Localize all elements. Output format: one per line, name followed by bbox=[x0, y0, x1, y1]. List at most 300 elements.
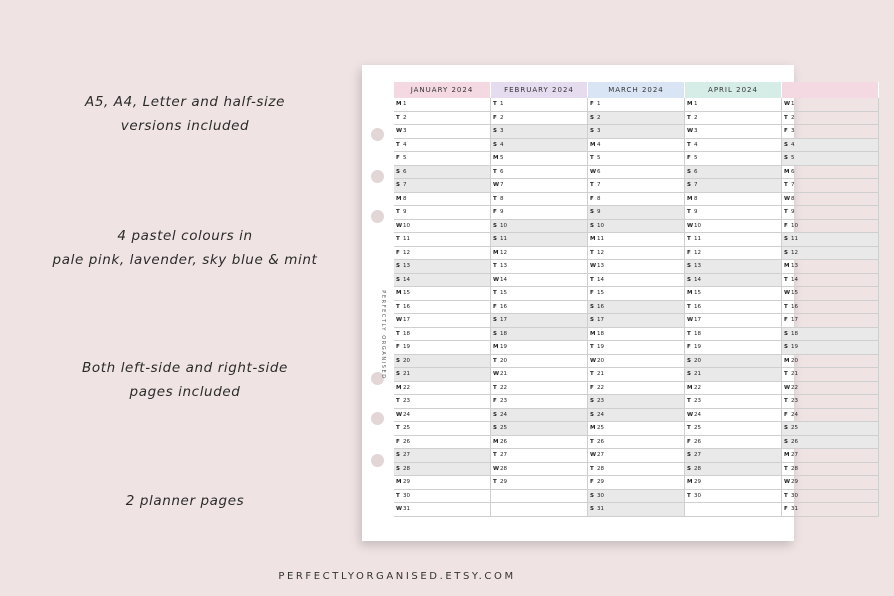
day-number: 10 bbox=[694, 222, 701, 229]
day-row bbox=[394, 260, 894, 274]
day-cell[interactable] bbox=[685, 220, 782, 234]
day-row bbox=[394, 112, 894, 126]
day-cell[interactable] bbox=[491, 98, 588, 112]
day-cell[interactable] bbox=[782, 233, 879, 247]
day-number: 30 bbox=[791, 492, 798, 499]
day-number: 11 bbox=[791, 236, 798, 243]
day-cell[interactable] bbox=[588, 287, 685, 301]
day-number: 9 bbox=[694, 209, 698, 216]
weekday-letter: W bbox=[493, 465, 500, 472]
day-cell[interactable] bbox=[394, 328, 491, 342]
day-row bbox=[394, 328, 894, 342]
punch-hole-icon bbox=[371, 210, 384, 223]
day-cell[interactable] bbox=[491, 503, 588, 517]
day-number: 30 bbox=[694, 492, 701, 499]
day-cell[interactable] bbox=[782, 274, 879, 288]
day-cell[interactable] bbox=[394, 206, 491, 220]
weekday-letter: S bbox=[590, 303, 594, 310]
day-cell[interactable] bbox=[394, 152, 491, 166]
day-cell[interactable] bbox=[685, 395, 782, 409]
weekday-letter: S bbox=[493, 236, 497, 243]
feature-line: pale pink, lavender, sky blue & mint bbox=[52, 252, 318, 268]
day-cell[interactable] bbox=[685, 287, 782, 301]
day-number: 1 bbox=[597, 101, 601, 108]
day-number: 14 bbox=[500, 276, 507, 283]
weekday-letter: T bbox=[396, 492, 400, 499]
punch-hole-icon bbox=[371, 454, 384, 467]
day-number: 15 bbox=[500, 290, 507, 297]
day-cell[interactable] bbox=[685, 139, 782, 153]
day-cell[interactable] bbox=[491, 166, 588, 180]
day-number: 5 bbox=[791, 155, 795, 162]
day-number: 28 bbox=[403, 465, 410, 472]
day-number: 1 bbox=[791, 101, 795, 108]
day-cell[interactable] bbox=[685, 98, 782, 112]
day-cell[interactable] bbox=[588, 449, 685, 463]
weekday-letter: W bbox=[493, 371, 500, 378]
day-number: 28 bbox=[694, 465, 701, 472]
weekday-letter: F bbox=[493, 114, 497, 121]
day-cell[interactable] bbox=[588, 436, 685, 450]
day-cell[interactable] bbox=[588, 112, 685, 126]
day-cell[interactable] bbox=[782, 247, 879, 261]
day-cell[interactable] bbox=[588, 166, 685, 180]
day-number: 22 bbox=[791, 384, 798, 391]
day-cell[interactable] bbox=[491, 125, 588, 139]
day-cell[interactable] bbox=[782, 112, 879, 126]
day-row bbox=[394, 233, 894, 247]
day-cell[interactable] bbox=[685, 449, 782, 463]
weekday-letter: W bbox=[687, 128, 694, 135]
day-cell[interactable] bbox=[491, 436, 588, 450]
day-cell[interactable] bbox=[491, 139, 588, 153]
day-cell[interactable] bbox=[491, 341, 588, 355]
day-cell[interactable] bbox=[782, 395, 879, 409]
weekday-letter: F bbox=[784, 506, 788, 513]
day-number: 6 bbox=[694, 168, 698, 175]
day-number: 19 bbox=[694, 344, 701, 351]
day-cell[interactable] bbox=[491, 395, 588, 409]
weekday-letter: F bbox=[493, 303, 497, 310]
weekday-letter: W bbox=[784, 479, 791, 486]
weekday-letter: S bbox=[687, 168, 691, 175]
day-cell[interactable] bbox=[685, 179, 782, 193]
day-cell[interactable] bbox=[588, 409, 685, 423]
calendar-grid bbox=[394, 82, 894, 517]
day-cell[interactable] bbox=[394, 368, 491, 382]
day-cell[interactable] bbox=[685, 260, 782, 274]
day-cell[interactable] bbox=[685, 436, 782, 450]
weekday-letter: T bbox=[784, 114, 788, 121]
day-number: 24 bbox=[500, 411, 507, 418]
day-cell[interactable] bbox=[588, 139, 685, 153]
weekday-letter: F bbox=[784, 317, 788, 324]
day-cell[interactable] bbox=[394, 503, 491, 517]
weekday-letter: M bbox=[687, 101, 693, 108]
day-cell[interactable] bbox=[394, 490, 491, 504]
day-cell[interactable] bbox=[491, 220, 588, 234]
day-cell[interactable] bbox=[491, 247, 588, 261]
day-number: 3 bbox=[597, 128, 601, 135]
day-number: 29 bbox=[403, 479, 410, 486]
day-cell[interactable] bbox=[588, 341, 685, 355]
day-cell[interactable] bbox=[685, 314, 782, 328]
day-row bbox=[394, 409, 894, 423]
day-cell[interactable] bbox=[588, 368, 685, 382]
feature-line: 2 planner pages bbox=[125, 493, 245, 509]
day-number: 17 bbox=[791, 317, 798, 324]
day-cell[interactable] bbox=[394, 287, 491, 301]
weekday-letter: S bbox=[687, 465, 691, 472]
day-cell[interactable] bbox=[588, 179, 685, 193]
weekday-letter: W bbox=[784, 195, 791, 202]
day-cell[interactable] bbox=[491, 355, 588, 369]
day-cell[interactable] bbox=[394, 436, 491, 450]
month-header: JANUARY 2024 bbox=[394, 82, 491, 98]
weekday-letter: F bbox=[784, 222, 788, 229]
day-cell[interactable] bbox=[491, 314, 588, 328]
day-cell[interactable] bbox=[588, 301, 685, 315]
day-cell[interactable] bbox=[588, 206, 685, 220]
day-row bbox=[394, 355, 894, 369]
day-cell[interactable] bbox=[685, 463, 782, 477]
day-cell[interactable] bbox=[394, 112, 491, 126]
weekday-letter: S bbox=[396, 452, 400, 459]
day-cell[interactable] bbox=[588, 193, 685, 207]
day-cell[interactable] bbox=[394, 476, 491, 490]
weekday-letter: W bbox=[590, 357, 597, 364]
weekday-letter: T bbox=[493, 195, 497, 202]
day-cell[interactable] bbox=[588, 260, 685, 274]
day-cell[interactable] bbox=[588, 382, 685, 396]
day-number: 21 bbox=[791, 371, 798, 378]
punch-hole-icon bbox=[371, 128, 384, 141]
weekday-letter: M bbox=[493, 344, 499, 351]
weekday-letter: W bbox=[396, 411, 403, 418]
day-cell[interactable] bbox=[491, 152, 588, 166]
day-cell[interactable] bbox=[588, 98, 685, 112]
weekday-letter: S bbox=[784, 236, 788, 243]
weekday-letter: M bbox=[687, 384, 693, 391]
day-cell[interactable] bbox=[394, 125, 491, 139]
weekday-letter: T bbox=[784, 182, 788, 189]
day-cell[interactable] bbox=[491, 409, 588, 423]
weekday-letter: M bbox=[493, 438, 499, 445]
weekday-letter: T bbox=[493, 357, 497, 364]
feature-line: Both left-side and right-side bbox=[82, 360, 288, 376]
day-cell[interactable] bbox=[394, 314, 491, 328]
day-number: 20 bbox=[791, 357, 798, 364]
weekday-letter: T bbox=[396, 209, 400, 216]
day-cell[interactable] bbox=[588, 355, 685, 369]
day-cell[interactable] bbox=[782, 328, 879, 342]
day-number: 29 bbox=[500, 479, 507, 486]
weekday-letter: T bbox=[590, 438, 594, 445]
day-cell[interactable] bbox=[394, 301, 491, 315]
day-cell[interactable] bbox=[394, 220, 491, 234]
day-cell[interactable] bbox=[588, 476, 685, 490]
day-cell[interactable] bbox=[685, 490, 782, 504]
day-number: 26 bbox=[500, 438, 507, 445]
weekday-letter: T bbox=[493, 479, 497, 486]
day-row bbox=[394, 152, 894, 166]
day-row bbox=[394, 395, 894, 409]
weekday-letter: M bbox=[493, 249, 499, 256]
day-number: 22 bbox=[403, 384, 410, 391]
weekday-letter: T bbox=[590, 371, 594, 378]
day-cell[interactable] bbox=[782, 422, 879, 436]
day-cell[interactable] bbox=[782, 503, 879, 517]
day-cell[interactable] bbox=[491, 382, 588, 396]
day-cell[interactable] bbox=[685, 368, 782, 382]
day-cell[interactable] bbox=[394, 355, 491, 369]
day-number: 24 bbox=[597, 411, 604, 418]
day-cell[interactable] bbox=[782, 139, 879, 153]
day-number: 13 bbox=[403, 263, 410, 270]
day-number: 15 bbox=[791, 290, 798, 297]
day-number: 20 bbox=[597, 357, 604, 364]
day-number: 10 bbox=[500, 222, 507, 229]
day-cell[interactable] bbox=[491, 422, 588, 436]
day-cell[interactable] bbox=[685, 503, 782, 517]
day-cell[interactable] bbox=[685, 355, 782, 369]
day-number: 27 bbox=[500, 452, 507, 459]
day-cell[interactable] bbox=[394, 179, 491, 193]
day-number: 13 bbox=[500, 263, 507, 270]
day-cell[interactable] bbox=[491, 449, 588, 463]
day-number: 6 bbox=[791, 168, 795, 175]
day-cell[interactable] bbox=[782, 341, 879, 355]
day-cell[interactable] bbox=[491, 206, 588, 220]
day-cell[interactable] bbox=[685, 301, 782, 315]
day-number: 20 bbox=[403, 357, 410, 364]
day-cell[interactable] bbox=[782, 382, 879, 396]
day-cell[interactable] bbox=[685, 193, 782, 207]
day-cell[interactable] bbox=[588, 422, 685, 436]
day-number: 4 bbox=[694, 141, 698, 148]
weekday-letter: S bbox=[396, 371, 400, 378]
day-cell[interactable] bbox=[782, 193, 879, 207]
day-cell[interactable] bbox=[685, 247, 782, 261]
day-cell[interactable] bbox=[685, 476, 782, 490]
day-cell[interactable] bbox=[394, 193, 491, 207]
day-number: 24 bbox=[403, 411, 410, 418]
day-cell[interactable] bbox=[491, 476, 588, 490]
day-number: 19 bbox=[403, 344, 410, 351]
day-cell[interactable] bbox=[394, 98, 491, 112]
day-number: 14 bbox=[694, 276, 701, 283]
day-cell[interactable] bbox=[588, 490, 685, 504]
day-cell[interactable] bbox=[782, 436, 879, 450]
day-number: 28 bbox=[791, 465, 798, 472]
day-cell[interactable] bbox=[588, 395, 685, 409]
weekday-letter: T bbox=[396, 236, 400, 243]
day-cell[interactable] bbox=[588, 247, 685, 261]
day-row bbox=[394, 179, 894, 193]
day-cell[interactable] bbox=[685, 166, 782, 180]
day-cell[interactable] bbox=[782, 98, 879, 112]
weekday-letter: S bbox=[590, 317, 594, 324]
feature-line: A5, A4, Letter and half-size bbox=[84, 94, 285, 110]
day-cell[interactable] bbox=[782, 476, 879, 490]
weekday-letter: S bbox=[493, 317, 497, 324]
day-cell[interactable] bbox=[782, 125, 879, 139]
weekday-letter: F bbox=[396, 155, 400, 162]
day-cell[interactable] bbox=[491, 328, 588, 342]
day-cell[interactable] bbox=[394, 422, 491, 436]
weekday-letter: T bbox=[687, 141, 691, 148]
day-number: 8 bbox=[500, 195, 504, 202]
weekday-letter: S bbox=[590, 411, 594, 418]
weekday-letter: T bbox=[784, 303, 788, 310]
day-number: 11 bbox=[694, 236, 701, 243]
day-cell[interactable] bbox=[394, 233, 491, 247]
day-cell[interactable] bbox=[685, 341, 782, 355]
day-cell[interactable] bbox=[394, 139, 491, 153]
day-cell[interactable] bbox=[394, 409, 491, 423]
feature-line: pages included bbox=[129, 384, 241, 400]
day-cell[interactable] bbox=[588, 314, 685, 328]
day-cell[interactable] bbox=[782, 260, 879, 274]
weekday-letter: M bbox=[687, 290, 693, 297]
weekday-letter: S bbox=[396, 182, 400, 189]
day-row bbox=[394, 166, 894, 180]
weekday-letter: T bbox=[687, 398, 691, 405]
day-row bbox=[394, 503, 894, 517]
day-cell[interactable] bbox=[685, 382, 782, 396]
day-number: 12 bbox=[694, 249, 701, 256]
day-cell[interactable] bbox=[491, 112, 588, 126]
weekday-letter: T bbox=[784, 371, 788, 378]
day-cell[interactable] bbox=[685, 112, 782, 126]
day-number: 31 bbox=[403, 506, 410, 513]
weekday-letter: F bbox=[590, 384, 594, 391]
day-cell[interactable] bbox=[782, 409, 879, 423]
day-cell[interactable] bbox=[685, 274, 782, 288]
day-cell[interactable] bbox=[394, 449, 491, 463]
day-cell[interactable] bbox=[782, 179, 879, 193]
day-cell[interactable] bbox=[588, 152, 685, 166]
day-cell[interactable] bbox=[491, 260, 588, 274]
day-number: 26 bbox=[694, 438, 701, 445]
day-cell[interactable] bbox=[782, 490, 879, 504]
day-cell[interactable] bbox=[782, 287, 879, 301]
weekday-letter: S bbox=[493, 330, 497, 337]
day-cell[interactable] bbox=[394, 274, 491, 288]
day-row bbox=[394, 314, 894, 328]
day-cell[interactable] bbox=[588, 463, 685, 477]
day-cell[interactable] bbox=[782, 314, 879, 328]
day-cell[interactable] bbox=[394, 341, 491, 355]
weekday-letter: F bbox=[493, 209, 497, 216]
day-cell[interactable] bbox=[782, 152, 879, 166]
planner-page bbox=[362, 65, 798, 541]
day-number: 12 bbox=[500, 249, 507, 256]
day-cell[interactable] bbox=[491, 490, 588, 504]
day-cell[interactable] bbox=[685, 206, 782, 220]
day-cell[interactable] bbox=[685, 328, 782, 342]
weekday-letter: F bbox=[687, 438, 691, 445]
day-cell[interactable] bbox=[685, 152, 782, 166]
day-cell[interactable] bbox=[491, 179, 588, 193]
day-number: 3 bbox=[403, 128, 407, 135]
day-number: 7 bbox=[791, 182, 795, 189]
day-cell[interactable] bbox=[782, 220, 879, 234]
day-cell[interactable] bbox=[588, 328, 685, 342]
day-number: 29 bbox=[694, 479, 701, 486]
day-number: 25 bbox=[403, 425, 410, 432]
weekday-letter: W bbox=[590, 168, 597, 175]
day-cell[interactable] bbox=[685, 233, 782, 247]
day-cell[interactable] bbox=[782, 301, 879, 315]
weekday-letter: S bbox=[590, 492, 594, 499]
day-cell[interactable] bbox=[491, 368, 588, 382]
weekday-letter: T bbox=[687, 209, 691, 216]
day-cell[interactable] bbox=[491, 463, 588, 477]
day-cell[interactable] bbox=[588, 220, 685, 234]
day-number: 15 bbox=[403, 290, 410, 297]
day-number: 17 bbox=[403, 317, 410, 324]
day-cell[interactable] bbox=[782, 449, 879, 463]
day-number: 29 bbox=[597, 479, 604, 486]
day-cell[interactable] bbox=[782, 355, 879, 369]
day-number: 23 bbox=[791, 398, 798, 405]
weekday-letter: W bbox=[784, 290, 791, 297]
day-number: 27 bbox=[791, 452, 798, 459]
day-cell[interactable] bbox=[491, 193, 588, 207]
day-number: 13 bbox=[597, 263, 604, 270]
day-number: 10 bbox=[597, 222, 604, 229]
day-cell[interactable] bbox=[588, 274, 685, 288]
day-cell[interactable] bbox=[782, 463, 879, 477]
day-number: 14 bbox=[403, 276, 410, 283]
day-cell[interactable] bbox=[782, 368, 879, 382]
day-cell[interactable] bbox=[394, 166, 491, 180]
day-cell[interactable] bbox=[394, 395, 491, 409]
day-cell[interactable] bbox=[685, 125, 782, 139]
day-cell[interactable] bbox=[588, 233, 685, 247]
day-cell[interactable] bbox=[588, 125, 685, 139]
day-cell[interactable] bbox=[394, 247, 491, 261]
weekday-letter: S bbox=[590, 506, 594, 513]
weekday-letter: S bbox=[784, 155, 788, 162]
weekday-letter: S bbox=[784, 141, 788, 148]
feature-colours bbox=[0, 224, 370, 272]
day-cell[interactable] bbox=[685, 422, 782, 436]
day-cell[interactable] bbox=[394, 463, 491, 477]
day-number: 19 bbox=[597, 344, 604, 351]
day-cell[interactable] bbox=[491, 287, 588, 301]
day-number: 31 bbox=[597, 506, 604, 513]
day-cell[interactable] bbox=[491, 233, 588, 247]
day-cell[interactable] bbox=[782, 206, 879, 220]
day-number: 8 bbox=[403, 195, 407, 202]
day-cell[interactable] bbox=[782, 166, 879, 180]
day-cell[interactable] bbox=[588, 503, 685, 517]
day-cell[interactable] bbox=[491, 301, 588, 315]
day-cell[interactable] bbox=[491, 274, 588, 288]
day-number: 8 bbox=[791, 195, 795, 202]
weekday-letter: M bbox=[784, 263, 790, 270]
day-number: 28 bbox=[500, 465, 507, 472]
day-cell[interactable] bbox=[394, 260, 491, 274]
day-number: 31 bbox=[791, 506, 798, 513]
day-row bbox=[394, 341, 894, 355]
day-cell[interactable] bbox=[394, 382, 491, 396]
weekday-letter: M bbox=[784, 357, 790, 364]
day-number: 4 bbox=[597, 141, 601, 148]
day-cell[interactable] bbox=[685, 409, 782, 423]
